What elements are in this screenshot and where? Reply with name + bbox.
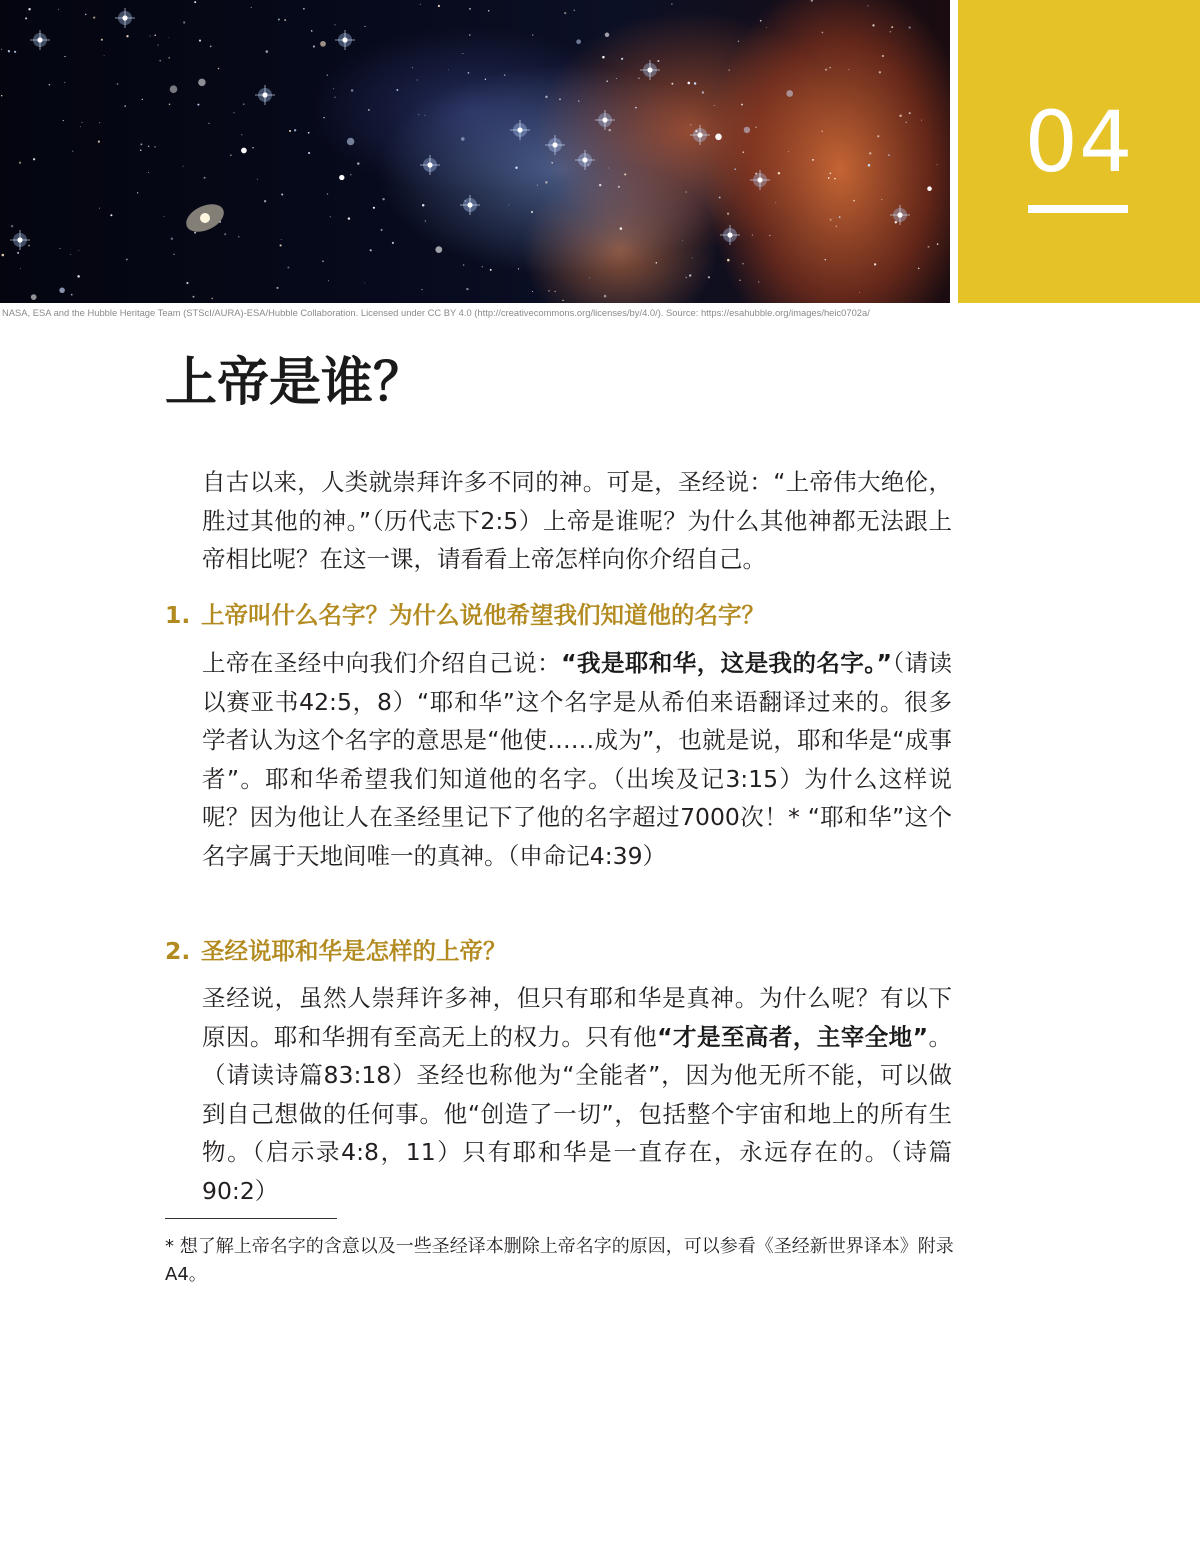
star-dot xyxy=(418,114,419,115)
star-dot xyxy=(839,216,841,218)
star-dot xyxy=(193,296,195,298)
star-dot xyxy=(334,24,335,25)
star-dot xyxy=(755,126,757,128)
star-dot xyxy=(117,83,119,85)
question-1-number: 1. xyxy=(165,601,191,629)
star-dot xyxy=(421,289,422,290)
star-dot xyxy=(28,245,30,247)
star-dot xyxy=(351,89,354,92)
star-dot xyxy=(70,254,71,255)
footnote: * 想了解上帝名字的含意以及一些圣经译本删除上帝名字的原因，可以参看《圣经新世界译本》附录A4。 xyxy=(165,1236,954,1285)
star-dot xyxy=(738,40,740,42)
star-dot xyxy=(741,104,743,106)
star-dot xyxy=(868,164,871,167)
star-dot xyxy=(742,263,743,264)
star-dot xyxy=(504,74,506,76)
bright-star xyxy=(757,177,762,182)
star-dot xyxy=(347,138,355,146)
answer-2-rest: 。（请读诗篇83:18）圣经也称他为“全能者”，因为他无所不能，可以做到自己想做的任何事。他“创造了一切”，包括整个宇宙和地上的所有生物。（启示录4:8，11）只有耶和华是一直存在，永远存在的。（诗篇90:2） xyxy=(202,1022,953,1205)
star-dot xyxy=(891,26,893,28)
star-dot xyxy=(545,181,547,183)
star-dot xyxy=(821,130,823,132)
star-dot xyxy=(281,239,282,240)
star-dot xyxy=(927,186,932,191)
star-dot xyxy=(638,77,640,79)
star-dot xyxy=(77,275,80,278)
star-dot xyxy=(468,72,470,74)
star-dot xyxy=(545,96,547,98)
star-dot xyxy=(238,236,239,237)
star-dot xyxy=(126,35,128,37)
star-dot xyxy=(589,277,590,278)
star-dot xyxy=(199,40,201,42)
star-dot xyxy=(890,31,892,33)
star-dot xyxy=(280,244,282,246)
star-dot xyxy=(490,269,492,271)
star-dot xyxy=(532,34,533,35)
star-dot xyxy=(308,152,310,154)
footnote-divider xyxy=(165,1218,337,1219)
bright-star xyxy=(602,117,607,122)
bright-star xyxy=(17,237,22,242)
star-dot xyxy=(682,240,683,241)
star-dot xyxy=(728,69,730,71)
star-dot xyxy=(602,56,605,59)
star-dot xyxy=(621,58,623,60)
star-dot xyxy=(110,214,112,216)
star-dot xyxy=(99,208,100,209)
star-dot xyxy=(869,152,871,154)
star-dot xyxy=(689,274,691,276)
star-dot xyxy=(396,89,398,91)
star-dot xyxy=(905,121,907,123)
star-dot xyxy=(620,227,623,230)
star-dot xyxy=(98,141,100,143)
bright-star xyxy=(897,212,902,217)
chapter-number: 04 xyxy=(1024,93,1134,191)
star-dot xyxy=(241,148,247,154)
star-dot xyxy=(266,50,269,53)
star-dot xyxy=(311,30,313,32)
star-dot xyxy=(224,233,226,235)
star-dot xyxy=(688,82,691,85)
intro-paragraph: 自古以来，人类就崇拜许多不同的神。可是，圣经说：“上帝伟大绝伦，胜过其他的神。”（历代志下2:5）上帝是谁呢？为什么其他神都无法跟上帝相比呢？在这一课，请看看上帝怎样向你介绍自己。 xyxy=(202,468,952,573)
star-dot xyxy=(194,1,196,3)
star-dot xyxy=(252,147,253,148)
star-dot xyxy=(142,99,143,100)
star-dot xyxy=(140,143,142,145)
star-dot xyxy=(289,130,291,132)
star-dot xyxy=(744,127,750,133)
star-dot xyxy=(33,158,35,160)
star-dot xyxy=(727,259,730,262)
star-dot xyxy=(124,105,126,107)
answer-2-lead: 圣经说，虽然人崇拜许多神，但只有耶和华是真神。为什么呢？有以下原因。耶和华拥有至高无上的权力。只有他 xyxy=(202,984,952,1051)
star-dot xyxy=(554,291,556,293)
star-dot xyxy=(204,177,206,179)
bright-star xyxy=(582,157,587,162)
star-dot xyxy=(333,88,334,89)
star-dot xyxy=(17,252,19,254)
star-dot xyxy=(308,132,310,134)
star-dot xyxy=(85,14,87,16)
question-2-number: 2. xyxy=(165,937,191,965)
star-dot xyxy=(708,276,710,278)
star-dot xyxy=(822,32,824,34)
star-dot xyxy=(825,259,826,260)
star-dot xyxy=(154,34,156,36)
star-dot xyxy=(208,123,210,125)
star-dot xyxy=(150,35,151,36)
star-dot xyxy=(872,24,874,26)
star-dot xyxy=(758,281,759,282)
question-1-text: 上帝叫什么名字？为什么说他希望我们知道他的名字？ xyxy=(201,601,765,629)
star-dot xyxy=(168,37,169,38)
star-dot xyxy=(578,100,579,101)
star-dot xyxy=(364,26,365,27)
star-dot xyxy=(760,20,762,22)
star-dot xyxy=(157,44,158,45)
star-dot xyxy=(671,3,672,4)
question-2 xyxy=(165,934,507,968)
star-dot xyxy=(606,80,607,81)
star-dot xyxy=(836,226,837,227)
star-dot xyxy=(616,78,617,79)
star-dot xyxy=(508,205,509,206)
star-dot xyxy=(154,146,155,147)
star-dot xyxy=(327,193,329,195)
star-dot xyxy=(320,41,326,47)
star-dot xyxy=(694,82,696,84)
question-2-text: 圣经说耶和华是怎样的上帝？ xyxy=(201,937,507,965)
star-dot xyxy=(251,7,252,8)
bright-star xyxy=(467,202,472,207)
star-dot xyxy=(656,262,658,264)
answer-1-rest: （请读以赛亚书42:5，8）“耶和华”这个名字是从希伯来语翻译过来的。很多学者认为这个名字的意思是“他使……成为”，也就是说，耶和华是“成事者”。耶和华希望我们知道他的名字。（出埃及记3:15）为什么这样说呢？因为他让人在圣经里记下了他的名字超过7000次！* “耶和华”这个名字属于天地间唯一的真神。（申命记4:39） xyxy=(202,649,953,870)
star-dot xyxy=(348,217,350,219)
star-dot xyxy=(853,200,855,202)
star-dot xyxy=(169,57,170,58)
bright-star xyxy=(342,37,347,42)
question-1 xyxy=(165,598,765,632)
star-dot xyxy=(435,246,442,253)
star-dot xyxy=(11,225,13,227)
star-dot xyxy=(313,45,315,47)
lesson-title: 上帝是谁？ xyxy=(165,353,426,413)
star-dot xyxy=(19,162,21,164)
star-dot xyxy=(608,168,609,169)
star-dot xyxy=(171,238,173,240)
star-dot xyxy=(339,175,344,180)
star-dot xyxy=(241,134,242,135)
star-dot xyxy=(323,117,324,118)
star-dot xyxy=(882,55,884,57)
star-dot xyxy=(743,151,745,153)
star-dot xyxy=(328,280,329,281)
star-dot xyxy=(197,104,199,106)
bright-star xyxy=(37,37,42,42)
star-dot xyxy=(576,39,581,44)
star-dot xyxy=(830,219,832,221)
star-dot xyxy=(58,9,59,10)
star-dot xyxy=(28,8,30,10)
star-dot xyxy=(350,174,351,175)
chapter-underline xyxy=(1028,205,1128,213)
star-dot xyxy=(210,46,212,48)
star-dot xyxy=(164,216,165,217)
star-dot xyxy=(80,126,81,127)
star-dot xyxy=(463,264,465,266)
star-dot xyxy=(775,202,776,203)
star-dot xyxy=(425,220,426,221)
star-dot xyxy=(559,98,561,100)
star-dot xyxy=(82,122,83,123)
star-dot xyxy=(686,191,688,193)
star-dot xyxy=(322,260,324,262)
star-dot xyxy=(276,287,278,289)
star-dot xyxy=(412,67,413,68)
star-dot xyxy=(137,192,138,193)
star-dot xyxy=(828,177,830,179)
star-dot xyxy=(64,82,65,83)
star-dot xyxy=(895,221,897,223)
star-dot xyxy=(63,120,64,121)
star-dot xyxy=(482,266,483,267)
star-dot xyxy=(126,259,128,261)
star-dot xyxy=(170,85,178,93)
star-dot xyxy=(788,151,789,152)
star-dot xyxy=(786,90,793,97)
hero-nebula-image xyxy=(0,0,950,303)
star-dot xyxy=(825,68,827,70)
star-dot xyxy=(211,298,213,300)
star-dot xyxy=(778,172,780,174)
star-dot xyxy=(382,198,384,200)
star-dot xyxy=(488,10,490,12)
star-dot xyxy=(417,79,418,80)
star-dot xyxy=(599,184,601,186)
star-dot xyxy=(186,282,188,284)
bright-star xyxy=(122,15,127,20)
star-dot xyxy=(937,164,938,165)
star-dot xyxy=(20,268,21,269)
star-dot xyxy=(769,235,770,236)
star-dot xyxy=(140,150,141,151)
star-dot xyxy=(14,51,16,53)
star-dot xyxy=(605,33,609,37)
star-dot xyxy=(918,268,920,270)
star-dot xyxy=(104,55,105,56)
star-dot xyxy=(739,279,741,281)
star-dot xyxy=(420,4,421,5)
star-dot xyxy=(702,91,704,93)
star-dot xyxy=(604,295,607,298)
star-dot xyxy=(657,60,659,62)
star-dot xyxy=(330,216,331,217)
star-dot xyxy=(448,69,449,70)
star-dot xyxy=(888,154,890,156)
star-dot xyxy=(874,263,876,265)
star-dot xyxy=(72,150,73,151)
star-dot xyxy=(438,5,440,7)
star-dot xyxy=(25,17,27,19)
star-dot xyxy=(294,129,296,131)
star-dot xyxy=(173,254,174,255)
bright-star xyxy=(552,142,557,147)
star-dot xyxy=(715,134,722,141)
star-dot xyxy=(928,246,930,248)
star-dot xyxy=(462,53,463,54)
star-dot xyxy=(573,10,575,12)
star-dot xyxy=(548,290,550,292)
star-dot xyxy=(899,115,902,118)
star-dot xyxy=(64,56,65,57)
star-dot xyxy=(78,250,79,251)
star-dot xyxy=(368,109,370,111)
star-dot xyxy=(564,12,566,14)
star-dot xyxy=(531,211,533,213)
image-credit: NASA, ESA and the Hubble Heritage Team (STScI/AURA)-ESA/Hubble Collaboration. Licensed under CC BY 4.0 (http://creativecommons.org/licenses/by/4.0/). Source: https://esahubble.org/images/heic0702a/ xyxy=(2,307,870,318)
star-dot xyxy=(284,19,286,21)
star-dot xyxy=(909,112,911,114)
star-dot xyxy=(198,79,205,86)
star-dot xyxy=(618,186,620,188)
star-dot xyxy=(49,84,51,86)
star-dot xyxy=(1,49,2,50)
answer-2-paragraph xyxy=(202,979,952,1210)
star-dot xyxy=(834,178,836,180)
answer-2-bold-quote: “才是至高者，主宰全地” xyxy=(657,1022,929,1051)
star-dot xyxy=(692,257,693,258)
star-dot xyxy=(734,168,735,169)
star-dot xyxy=(334,97,335,98)
star-dot xyxy=(515,166,517,168)
star-dot xyxy=(829,172,831,174)
star-dot xyxy=(101,39,103,41)
star-dot xyxy=(624,173,626,175)
star-dot xyxy=(183,166,184,167)
star-dot xyxy=(357,162,359,164)
bright-star xyxy=(697,132,702,137)
star-dot xyxy=(766,27,767,28)
star-dot xyxy=(879,71,881,73)
star-dot xyxy=(469,8,471,10)
star-dot xyxy=(8,50,10,52)
star-dot xyxy=(148,172,149,173)
bright-star xyxy=(727,232,732,237)
starfield-graphic xyxy=(0,0,950,303)
star-dot xyxy=(685,277,686,278)
star-dot xyxy=(859,292,860,293)
star-dot xyxy=(327,74,328,75)
star-dot xyxy=(264,200,266,202)
star-dot xyxy=(364,283,365,284)
star-dot xyxy=(233,112,234,113)
star-dot xyxy=(381,229,383,231)
star-dot xyxy=(1,95,2,96)
star-dot xyxy=(71,294,73,296)
star-dot xyxy=(635,107,637,109)
star-dot xyxy=(690,124,691,125)
star-dot xyxy=(257,179,258,180)
star-dot xyxy=(812,159,814,161)
star-dot xyxy=(59,288,65,294)
star-dot xyxy=(230,155,231,156)
star-dot xyxy=(278,19,280,21)
star-dot xyxy=(848,69,849,70)
star-dot xyxy=(422,204,425,207)
star-dot xyxy=(392,242,394,244)
bright-star xyxy=(517,127,522,132)
star-dot xyxy=(243,103,245,105)
star-dot xyxy=(425,115,426,116)
star-dot xyxy=(537,185,538,186)
star-dot xyxy=(867,5,868,6)
star-dot xyxy=(461,137,465,141)
star-dot xyxy=(31,294,37,300)
star-dot xyxy=(562,300,564,302)
star-dot xyxy=(169,104,171,106)
star-dot xyxy=(469,34,471,36)
star-dot xyxy=(287,267,289,269)
star-dot xyxy=(99,122,100,123)
star-dot xyxy=(218,68,220,70)
bright-star xyxy=(262,92,267,97)
answer-1-paragraph xyxy=(202,644,952,875)
star-dot xyxy=(518,268,519,269)
star-dot xyxy=(608,129,610,131)
star-dot xyxy=(281,193,283,195)
star-dot xyxy=(811,0,813,2)
star-dot xyxy=(829,67,830,68)
star-dot xyxy=(937,243,938,244)
star-dot xyxy=(551,162,553,164)
star-dot xyxy=(532,291,533,292)
star-dot xyxy=(373,207,375,209)
star-dot xyxy=(2,254,5,257)
star-dot xyxy=(714,105,715,106)
star-dot xyxy=(183,21,185,23)
star-dot xyxy=(370,249,372,251)
star-dot xyxy=(485,79,486,80)
star-dot xyxy=(303,8,305,10)
star-dot xyxy=(194,232,196,234)
bright-star xyxy=(647,67,652,72)
star-dot xyxy=(909,27,911,29)
bright-star xyxy=(427,162,432,167)
answer-1-lead: 上帝在圣经中向我们介绍自己说： xyxy=(202,649,562,677)
star-dot xyxy=(727,213,729,215)
star-dot xyxy=(671,83,673,85)
star-dot xyxy=(93,17,95,19)
star-dot xyxy=(881,199,882,200)
answer-1-bold-quote: “我是耶和华，这是我的名字。” xyxy=(561,649,892,677)
star-dot xyxy=(59,248,60,249)
star-dot xyxy=(752,234,753,235)
star-dot xyxy=(719,197,721,199)
star-dot xyxy=(466,288,468,290)
star-dot xyxy=(159,60,161,62)
star-dot xyxy=(148,146,149,147)
star-dot xyxy=(877,135,879,137)
chapter-number-block xyxy=(958,0,1200,303)
star-dot xyxy=(921,120,922,121)
